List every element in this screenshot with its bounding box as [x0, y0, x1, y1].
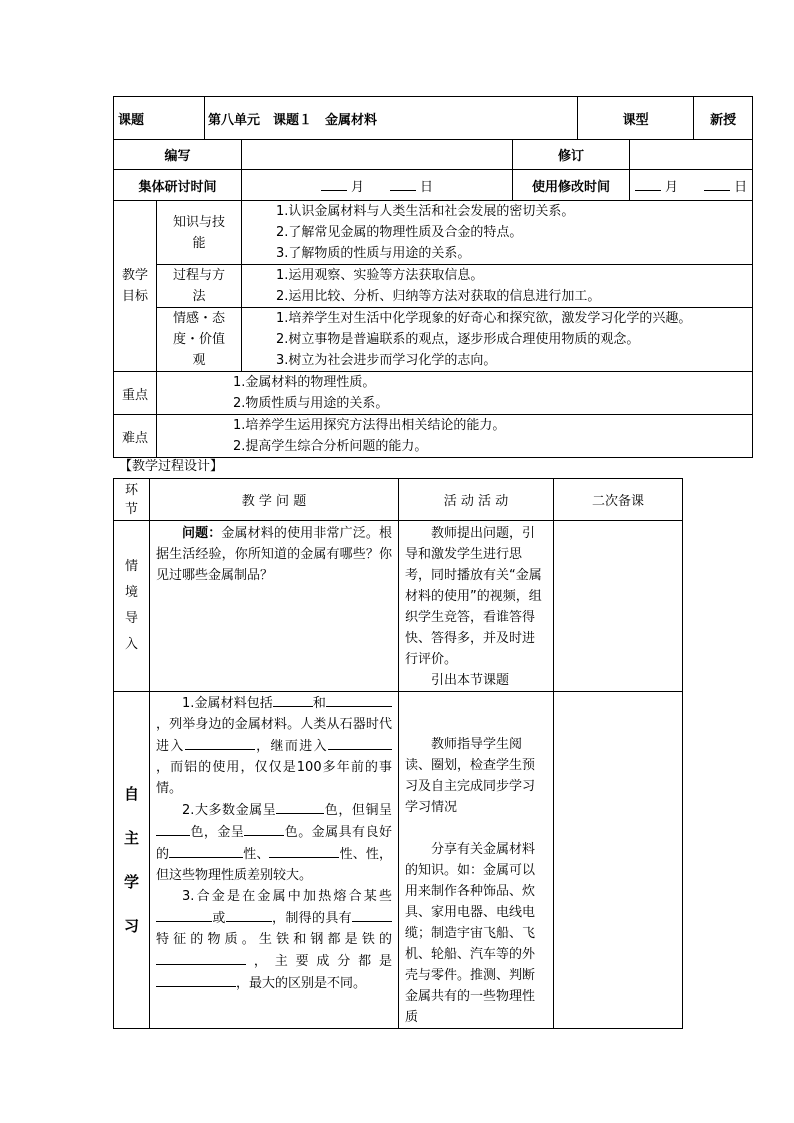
intro-question-cell	[150, 521, 399, 692]
question-2: 2.大多数金属呈 色，但铜呈色，金呈 色。金属具有良好的 性、 性、性，但这些物理性质差别较大。	[156, 799, 392, 886]
answer-blank[interactable]	[156, 821, 190, 836]
answer-blank[interactable]	[169, 843, 243, 858]
col-activity-label: 活 动 活 动	[443, 494, 509, 509]
answer-blank[interactable]	[273, 692, 313, 707]
process-design-title: 【教学过程设计】	[119, 459, 224, 474]
question-1: 1.金属材料包括 和，列举身边的金属材料。人类从石器时代进入 ，继而进入，而铝的使用，仅仅是100多年前的事情。	[156, 692, 392, 799]
revise-label: 修订	[558, 149, 585, 164]
type-value-cell	[694, 97, 753, 140]
type-label: 课型	[622, 112, 649, 128]
group-month-blank	[321, 176, 347, 191]
col-question-label: 教 学 问 题	[241, 494, 307, 509]
difficult-points-label: 难点	[121, 430, 148, 446]
author-value-cell	[242, 140, 513, 170]
answer-blank[interactable]	[326, 692, 392, 707]
emotion-item: 3.树立为社会进步而学习化学的志向。	[276, 353, 497, 368]
revise-value-cell	[630, 140, 753, 170]
process-label-cell	[157, 265, 242, 308]
knowledge-label-cell	[157, 201, 242, 265]
col-activity-header	[399, 479, 554, 521]
col-question-header	[150, 479, 399, 521]
topic-label: 课题	[118, 112, 145, 128]
use-time-value-cell	[630, 170, 753, 201]
topic-value-cell	[205, 97, 578, 140]
revise-label-cell	[513, 140, 630, 170]
process-design-table	[113, 478, 683, 1029]
type-value: 新授	[710, 112, 737, 128]
answer-blank[interactable]	[269, 843, 339, 858]
answer-blank[interactable]	[244, 821, 284, 836]
difficult-point-item: 2.提高学生综合分析问题的能力。	[233, 439, 428, 454]
col-stage-header	[114, 479, 150, 521]
answer-blank[interactable]	[156, 972, 236, 987]
answer-blank[interactable]	[156, 907, 212, 922]
difficult-points-items	[157, 415, 753, 458]
self-study-notes-cell	[554, 692, 683, 1029]
type-label-cell	[578, 97, 694, 140]
use-time-label: 使用修改时间	[532, 179, 611, 195]
author-label: 编写	[164, 149, 191, 164]
answer-blank[interactable]	[185, 735, 255, 750]
intro-notes-cell	[554, 521, 683, 692]
key-points-label-cell	[114, 372, 157, 415]
knowledge-items	[242, 201, 753, 265]
emotion-item: 2.树立事物是普遍联系的观点，逐步形成合理使用物质的观念。	[276, 332, 640, 347]
key-points-items	[157, 372, 753, 415]
key-points-label: 重点	[121, 387, 148, 403]
author-label-cell	[114, 140, 242, 170]
knowledge-item: 3.了解物质的性质与用途的关系。	[276, 246, 471, 261]
intro-question	[156, 523, 392, 586]
key-point-item: 1.金属材料的物理性质。	[233, 375, 376, 390]
answer-blank[interactable]	[226, 907, 272, 922]
knowledge-label: 知识与技能	[173, 214, 226, 251]
self-study-question-cell	[150, 692, 399, 1029]
goals-label-cell	[114, 201, 157, 372]
process-item: 1.运用观察、实验等方法获取信息。	[276, 268, 484, 283]
knowledge-item: 1.认识金属材料与人类生活和社会发展的密切关系。	[276, 204, 575, 219]
intro-activity-end: 引出本节课题	[431, 673, 510, 688]
group-time-label-cell	[114, 170, 242, 201]
key-point-item: 2.物质性质与用途的关系。	[233, 396, 389, 411]
answer-blank[interactable]	[352, 907, 392, 922]
emotion-label: 情感・态度・价值观	[172, 311, 225, 368]
use-day-blank	[704, 176, 730, 191]
emotion-label-cell	[157, 308, 242, 372]
process-label: 过程与方法	[173, 268, 226, 304]
topic-label-cell	[114, 97, 205, 140]
question-3: 3.合金是在金属中加热熔合某些或 ，制得的具有特征的物质。生铁和钢都是铁的，主要成分都是，最大的区别是不同。	[156, 889, 392, 991]
process-item: 2.运用比较、分析、归纳等方法对获取的信息进行加工。	[276, 289, 601, 304]
topic-value: 第八单元 课题１ 金属材料	[208, 112, 378, 128]
process-items	[242, 265, 753, 308]
stage-intro-cell	[114, 521, 150, 692]
answer-blank[interactable]	[156, 950, 246, 965]
answer-blank[interactable]	[328, 735, 392, 750]
use-time-label-cell	[513, 170, 630, 201]
col-notes-header	[554, 479, 683, 521]
stage-self-study-label: 自主学习	[123, 785, 139, 935]
col-stage-label: 环节	[124, 482, 138, 517]
emotion-items	[242, 308, 753, 372]
use-month-label: 月	[665, 179, 679, 195]
use-month-blank	[635, 176, 661, 191]
intro-question-text: 金属材料的使用非常广泛。根据生活经验，你所知道的金属有哪些？你见过哪些金属制品？	[156, 526, 392, 583]
group-day-label: 日	[420, 179, 434, 195]
use-day-label: 日	[734, 179, 748, 195]
group-day-blank	[390, 176, 416, 191]
knowledge-item: 2.了解常见金属的物理性质及合金的特点。	[276, 225, 523, 240]
difficult-points-label-cell	[114, 415, 157, 458]
stage-intro-label: 情境导入	[124, 559, 138, 652]
answer-blank[interactable]	[276, 799, 324, 814]
self-study-activity-2: 分享有关金属材料的知识。如：金属可以用来制作各种饰品、炊具、家用电器、电线电缆；制造宇宙飞船、飞机、轮船、汽车等的外壳与零件。推测、判断金属共有的一些物理性质	[405, 842, 536, 1025]
intro-question-label: 问题：	[182, 526, 222, 541]
course-info-table	[113, 96, 753, 458]
intro-activity: 教师提出问题，引导和激发学生进行思考，同时播放有关“金属材料的使用”的视频，组织学生竞答，看谁答得快、答得多，并及时进行评价。	[405, 526, 542, 667]
intro-activity-cell	[399, 521, 554, 692]
goals-label: 教学目标	[122, 268, 149, 304]
emotion-item: 1.培养学生对生活中化学现象的好奇心和探究欲，激发学习化学的兴趣。	[276, 311, 692, 326]
stage-self-study-cell	[114, 692, 150, 1029]
group-time-label: 集体研讨时间	[138, 179, 217, 195]
difficult-point-item: 1.培养学生运用探究方法得出相关结论的能力。	[233, 418, 506, 433]
group-month-label: 月	[351, 179, 365, 195]
self-study-activity-1: 教师指导学生阅读、圈划，检查学生预习及自主完成同步学习学习情况	[405, 737, 536, 815]
group-time-value-cell	[242, 170, 513, 201]
self-study-activity-cell	[399, 692, 554, 1029]
col-notes-label: 二次备课	[591, 494, 644, 509]
